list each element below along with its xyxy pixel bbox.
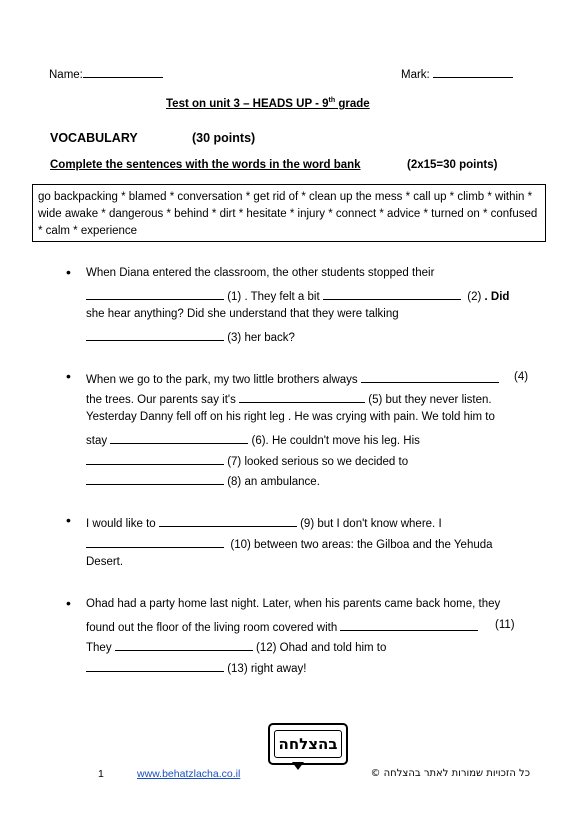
page-number: 1	[98, 768, 104, 780]
blank-10[interactable]	[86, 536, 224, 548]
name-label: Name:	[49, 69, 83, 81]
q2-line-6: (8) an ambulance.	[86, 473, 320, 488]
instruction-points: (2x15=30 points)	[407, 159, 498, 171]
section-heading: VOCABULARY	[50, 131, 138, 145]
mark-blank[interactable]	[433, 66, 513, 78]
blank-11[interactable]	[340, 619, 478, 631]
q1-line-2: (1) . They felt a bit (2) . Did	[86, 288, 509, 303]
blank-7[interactable]	[86, 453, 224, 465]
blank-8[interactable]	[86, 473, 224, 485]
blank-5[interactable]	[239, 391, 365, 403]
q3-line-3: Desert.	[86, 556, 124, 568]
q4-line-3: They (12) Ohad and told him to	[86, 639, 386, 654]
q3-line-2: (10) between two areas: the Gilboa and the Yehuda	[86, 536, 493, 551]
website-link[interactable]: www.behatzlacha.co.il	[137, 768, 241, 780]
copyright-notice: כל הזכויות שמורות לאתר בהצלחה ©	[370, 768, 530, 779]
blank-13[interactable]	[86, 660, 224, 672]
blank-12[interactable]	[115, 639, 253, 651]
name-field[interactable]	[49, 66, 163, 81]
name-blank[interactable]	[83, 66, 163, 78]
logo-speech-tail	[292, 762, 304, 770]
bullet: •	[66, 595, 71, 611]
section-points: (30 points)	[192, 131, 256, 145]
bullet: •	[66, 264, 71, 280]
q2-line-1: When we go to the park, my two little brothers always	[86, 371, 499, 386]
q4-number-11: (11)	[495, 619, 515, 631]
bullet: •	[66, 512, 71, 528]
blank-1[interactable]	[86, 288, 224, 300]
q2-line-4: stay (6). He couldn't move his leg. His	[86, 432, 420, 447]
blank-4[interactable]	[361, 371, 499, 383]
blank-9[interactable]	[159, 515, 297, 527]
q4-line-2: found out the floor of the living room covered with	[86, 619, 478, 634]
page-title: Test on unit 3 – HEADS UP - 9th grade	[166, 97, 370, 110]
q2-line-2: the trees. Our parents say it's (5) but they never listen.	[86, 391, 492, 406]
blank-3[interactable]	[86, 329, 224, 341]
q1-line-4: (3) her back?	[86, 329, 295, 344]
blank-6[interactable]	[110, 432, 248, 444]
bullet: •	[66, 368, 71, 384]
logo-text: בהצלחה	[274, 730, 342, 758]
instruction: Complete the sentences with the words in the word bank	[50, 159, 361, 171]
q3-line-1: I would like to (9) but I don't know where. I	[86, 515, 442, 530]
q1-line-1: When Diana entered the classroom, the other students stopped their	[86, 267, 435, 279]
behatzlacha-logo	[268, 723, 348, 765]
q2-number-4: (4)	[514, 371, 529, 383]
mark-label: Mark:	[401, 69, 430, 81]
q2-line-5: (7) looked serious so we decided to	[86, 453, 408, 468]
q4-line-4: (13) right away!	[86, 660, 306, 675]
q4-line-1: Ohad had a party home last night. Later, when his parents came back home, they	[86, 598, 501, 610]
mark-field[interactable]	[401, 66, 513, 81]
word-bank: go backpacking * blamed * conversation * get rid of * clean up the mess * call up * climb * within * wide awake * dangerous * behind * dirt * hesitate * injury * connect * advice * turned on * confused * calm * experience	[32, 184, 546, 242]
blank-2[interactable]	[323, 288, 461, 300]
q1-line-3: she hear anything? Did she understand that they were talking	[86, 308, 399, 320]
q2-line-3: Yesterday Danny fell off on his right leg . He was crying with pain. We told him to	[86, 411, 495, 423]
